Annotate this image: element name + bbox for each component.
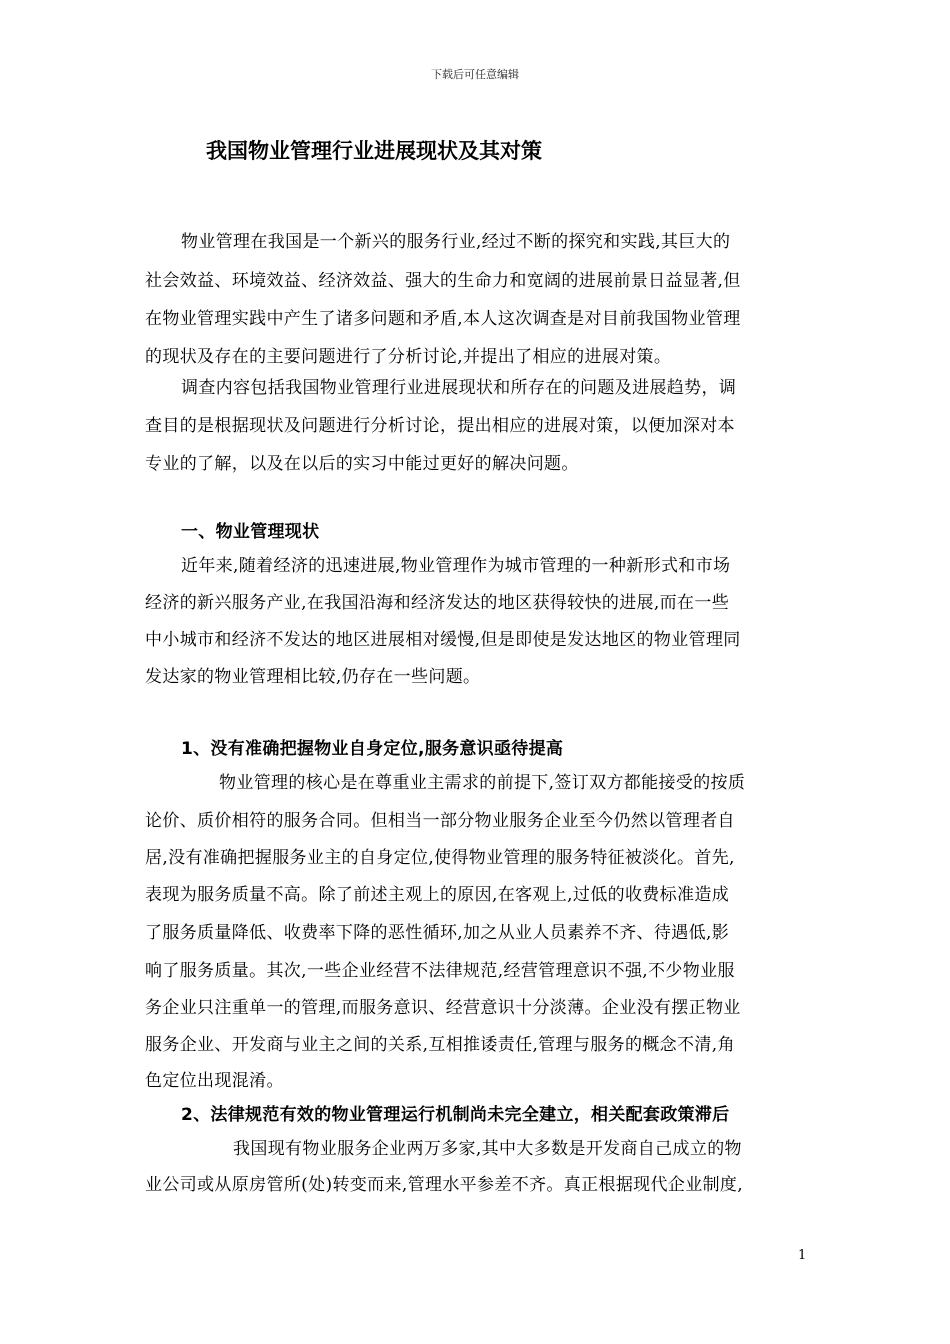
paragraph-line: 近年来,随着经济的迅速进展,物业管理作为城市管理的一种新形式和市场 [181,556,731,576]
paragraph-line: 业公司或从原房管所(处)转变而来,管理水平参差不齐。真正根据现代企业制度, [145,1175,744,1195]
paragraph-line: 专业的了解，以及在以后的实习中能过更好的解决问题。 [145,454,579,474]
paragraph-line: 中小城市和经济不发达的地区进展相对缓慢,但是即使是发达地区的物业管理同 [145,630,741,650]
paragraph-line: 响了服务质量。其次,一些企业经营不法律规范,经营管理意识不强,不少物业服 [145,961,735,981]
paragraph-line: 我国现有物业服务企业两万多家,其中大多数是开发商自己成立的物 [233,1139,742,1159]
paragraph-line: 经济的新兴服务产业,在我国沿海和经济发达的地区获得较快的进展,而在一些 [145,593,730,613]
paragraph-line: 了服务质量降低、收费率下降的恶性循环,加之从业人员素养不齐、待遇低,影 [145,923,730,943]
paragraph-line: 表现为服务质量不高。除了前述主观上的原因,在客观上,过低的收费标准造成 [145,885,730,905]
paragraph-line: 调查内容包括我国物业管理行业进展现状和所存在的问题及进展趋势，调 [181,378,737,398]
paragraph-line: 的现状及存在的主要问题进行了分析讨论,并提出了相应的进展对策。 [145,347,672,367]
paragraph-line: 服务企业、开发商与业主之间的关系,互相推诿责任,管理与服务的概念不清,角 [145,1035,735,1055]
page-header-note: 下载后可任意编辑 [431,68,519,81]
paragraph-line: 务企业只注重单一的管理,而服务意识、经营意识十分淡薄。企业没有摆正物业 [145,998,741,1018]
section-heading: 一、物业管理现状 [181,522,320,542]
paragraph-line: 查目的是根据现状及问题进行分析讨论，提出相应的进展对策，以便加深对本 [145,416,735,436]
page-number: 1 [798,1248,807,1263]
paragraph-line: 发达家的物业管理相比较,仍存在一些问题。 [145,667,481,687]
paragraph-line: 物业管理的核心是在尊重业主需求的前提下,签订双方都能接受的按质 [219,773,746,793]
paragraph-line: 物业管理在我国是一个新兴的服务行业,经过不断的探究和实践,其巨大的 [181,232,731,252]
document-title: 我国物业管理行业进展现状及其对策 [206,139,542,163]
paragraph-line: 在物业管理实践中产生了诸多问题和矛盾,本人这次调查是对目前我国物业管理 [145,309,741,329]
subsection-heading: 2、法律规范有效的物业管理运行机制尚未完全建立，相关配套政策滞后 [181,1105,730,1125]
paragraph-line: 色定位出现混淆。 [145,1071,284,1091]
paragraph-line: 居,没有准确把握服务业主的自身定位,使得物业管理的服务特征被淡化。首先, [145,848,735,868]
subsection-heading: 1、没有准确把握物业自身定位,服务意识亟待提高 [181,739,564,759]
paragraph-line: 论价、质价相符的服务合同。但相当一部分物业服务企业至今仍然以管理者自 [145,811,735,831]
paragraph-line: 社会效益、环境效益、经济效益、强大的生命力和宽阔的进展前景日益显著,但 [145,271,741,291]
